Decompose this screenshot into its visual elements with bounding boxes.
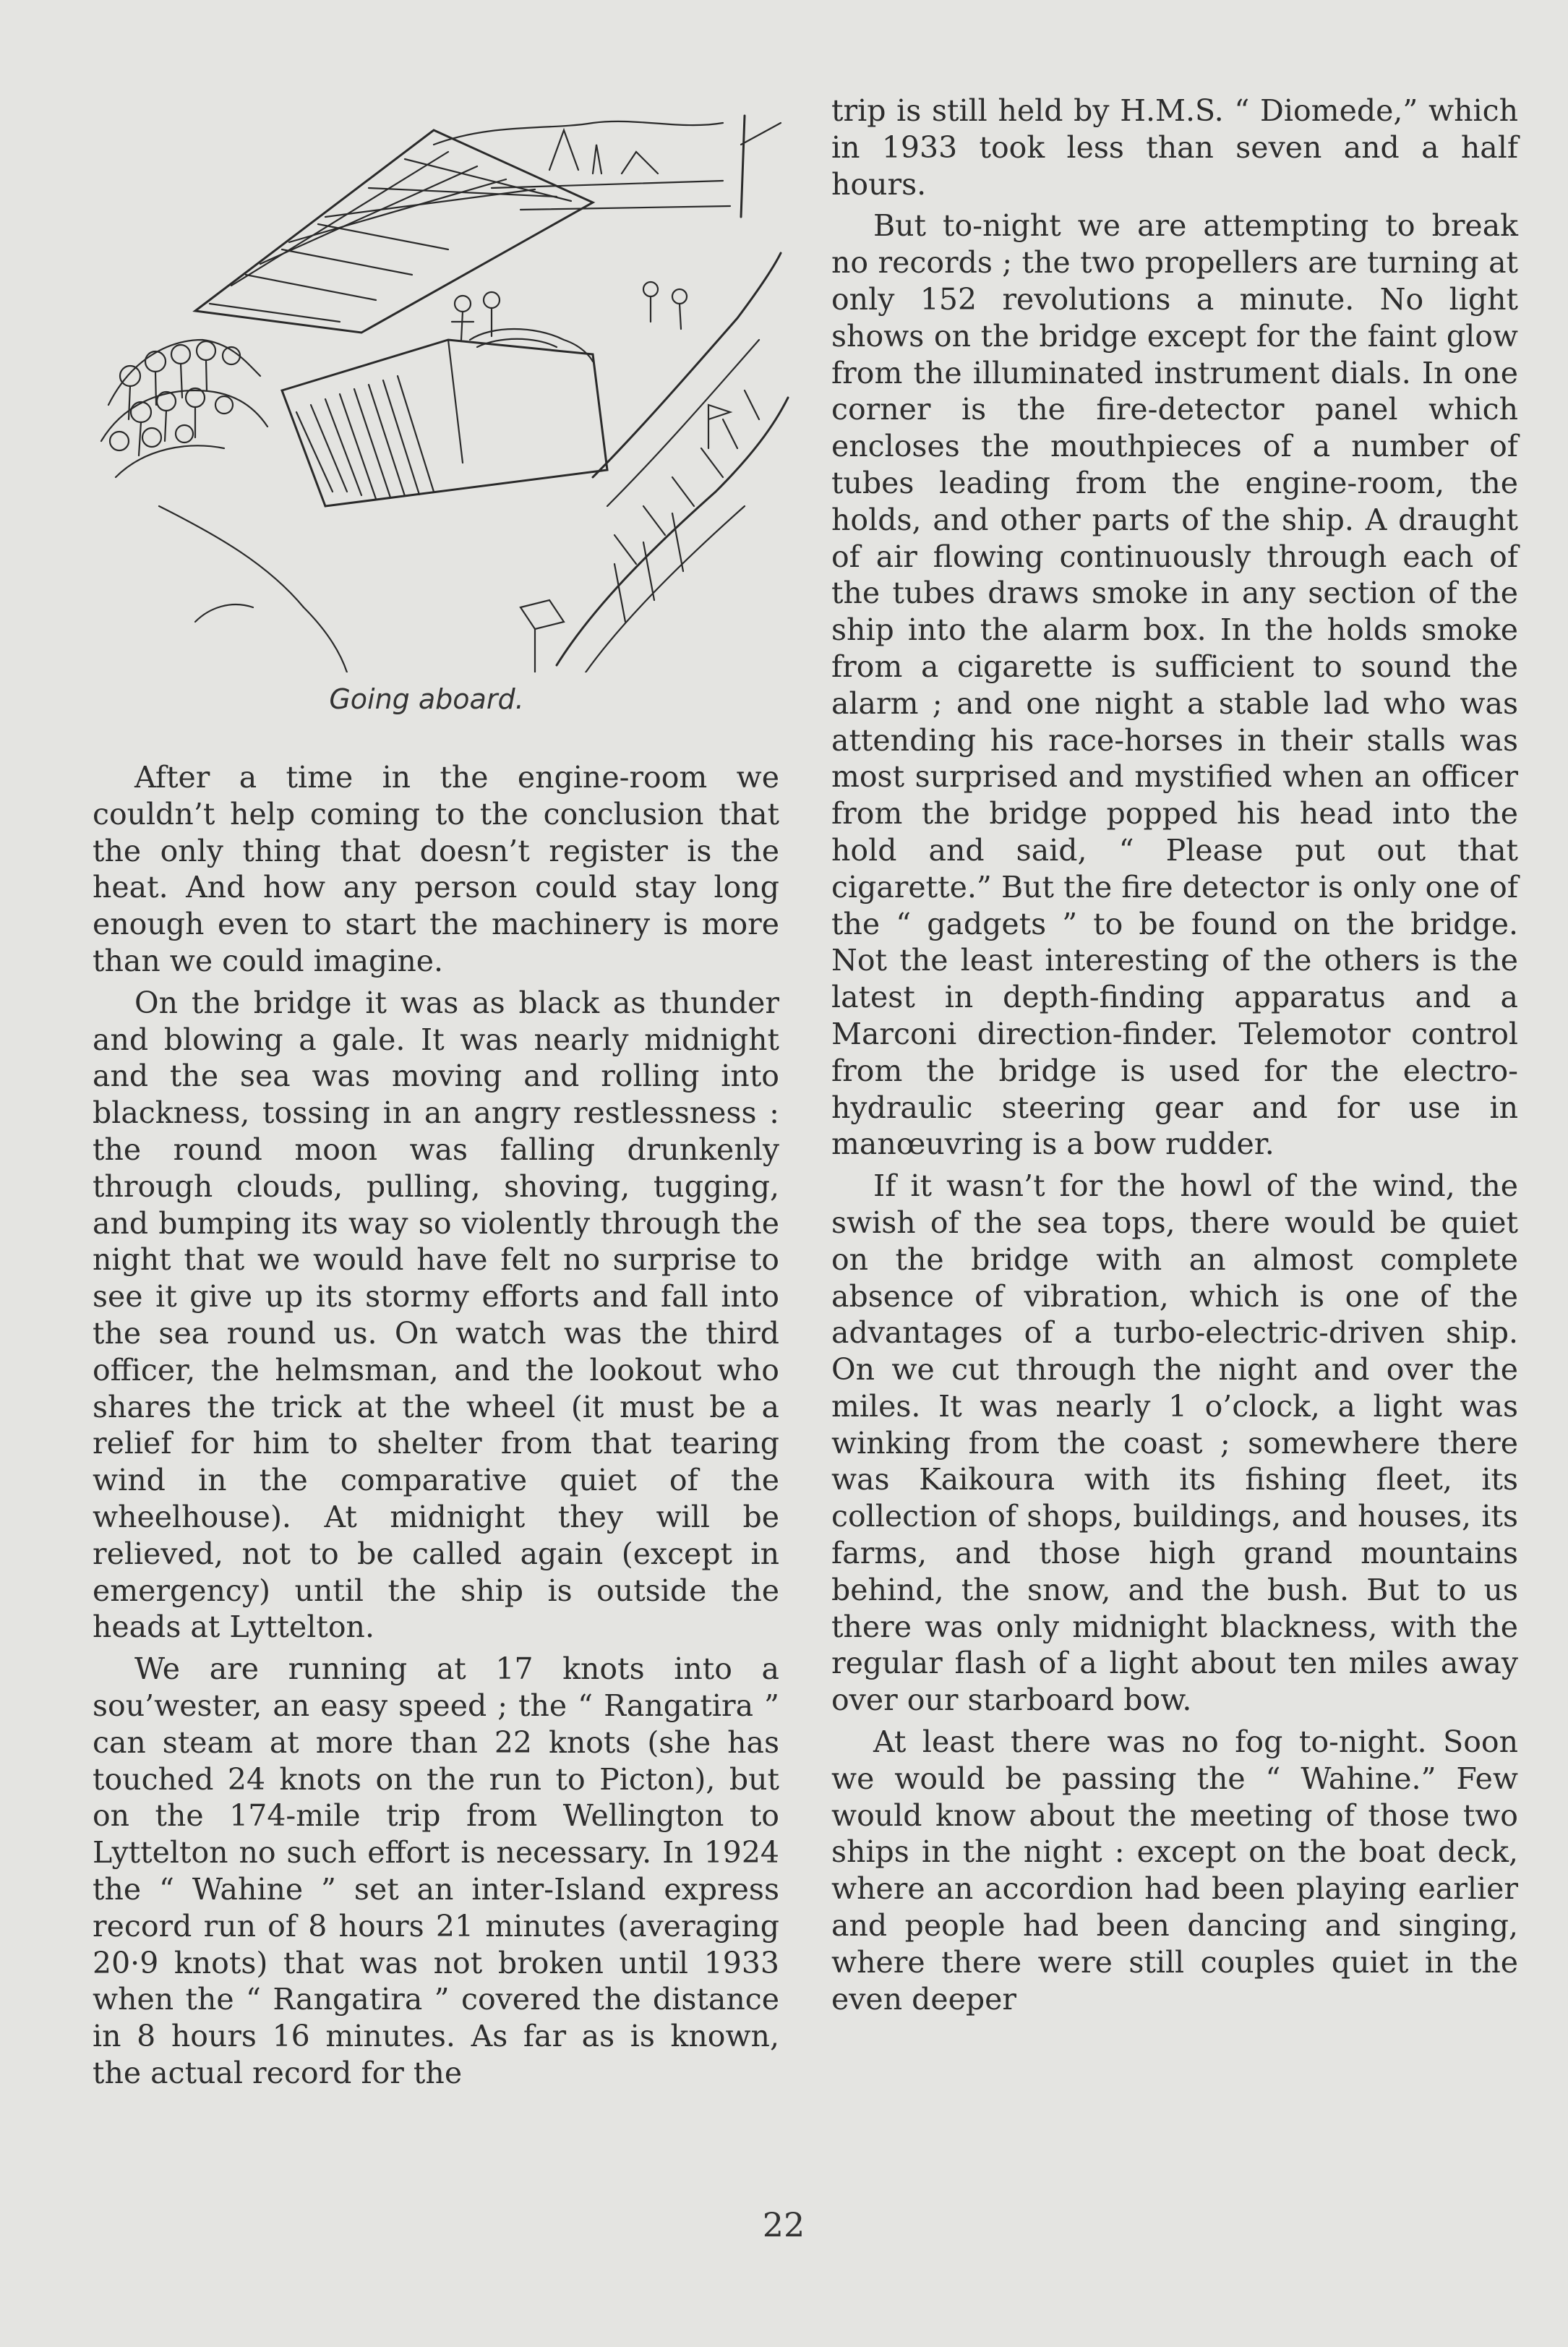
paragraph: At least there was no fog to-night. Soon we would be passing the “ Wahine.” Few would know about the meeting of those two ships in the night : except on the boat deck, where an accordion had been playing earlier and people had been dancing and singing, where there were still couples quiet in the even deeper xyxy=(831,1724,1518,2017)
figure-caption: Going aboard. xyxy=(329,683,524,715)
paragraph: After a time in the engine-room we couldn’t help coming to the conclusion that the only thing that doesn’t register is the heat. And how any person could stay long enough even to start the machinery is more than we could imagine. xyxy=(93,760,779,978)
paragraph: But to-night we are attempting to break no records ; the two propellers are turning at only 152 revolutions a minute. No light shows on the bridge except for the faint glow from the illuminated instrument dials. In one corner is the fire-detector panel which encloses the mouthpieces of a number of tubes leading from the engine-room, the holds, and other parts of the ship. A draught of air flowing continuously through each of the tubes draws smoke in any section of the ship into the alarm box. In the holds smoke from a cigarette is sufficient to sound the alarm ; and one night a stable lad who was attending his race-horses in their stalls was most surprised and mystified when an officer from the bridge popped his head into the hold and said, “ Please put out that cigarette.” But the fire detector is only one of the “ gadgets ” to be found on the bridge. Not the least interesting of the others is the latest in depth-finding apparatus and a Marconi direction-finder. Telemotor control from the bridge is used for the electro-hydraulic steering gear and for use in manœuvring is a bow rudder. xyxy=(831,208,1518,1162)
left-column xyxy=(93,759,779,2092)
right-column xyxy=(831,93,1518,2017)
going-aboard-illustration xyxy=(87,101,795,672)
paragraph: If it wasn’t for the howl of the wind, the swish of the sea tops, there would be quiet on the bridge with an almost complete absence of vibration, which is one of the advantages of a turbo-electric-driven ship. On we cut through the night and over the miles. It was nearly 1 o’clock, a light was winking from the coast ; somewhere there was Kaikoura with its fishing fleet, its collection of shops, buildings, and houses, its farms, and those high grand mountains behind, the snow, and the bush. But to us there was only midnight blackness, with the regular flash of a light about ten miles away over our starboard bow. xyxy=(831,1168,1518,1718)
page-number: 22 xyxy=(762,2205,805,2244)
paragraph: On the bridge it was as black as thunder and blowing a gale. It was nearly midnight and the sea was moving and rolling into blackness, tossing in an angry restlessness : the round moon was falling drunkenly through clouds, pulling, shoving, tugging, and bumping its way so violently through the night that we would have felt no surprise to see it give up its stormy efforts and fall into the sea round us. On watch was the third officer, the helmsman, and the lookout who shares the trick at the wheel (it must be a relief for him to shelter from that tearing wind in the comparative quiet of the wheelhouse). At midnight they will be relieved, not to be called again (except in emergency) until the ship is outside the heads at Lyttelton. xyxy=(93,985,779,1645)
paragraph: trip is still held by H.M.S. “ Diomede,” which in 1933 took less than seven and a half hours. xyxy=(831,93,1518,202)
paragraph: We are running at 17 knots into a sou’wester, an easy speed ; the “ Rangatira ” can steam at more than 22 knots (she has touched 24 knots on the run to Picton), but on the 174-mile trip from Wellington to Lyttelton no such effort is necessary. In 1924 the “ Wahine ” set an inter-Island express record run of 8 hours 21 minutes (averaging 20·9 knots) that was not broken until 1933 when the “ Rangatira ” covered the distance in 8 hours 16 minutes. As far as is known, the actual record for the xyxy=(93,1651,779,2090)
